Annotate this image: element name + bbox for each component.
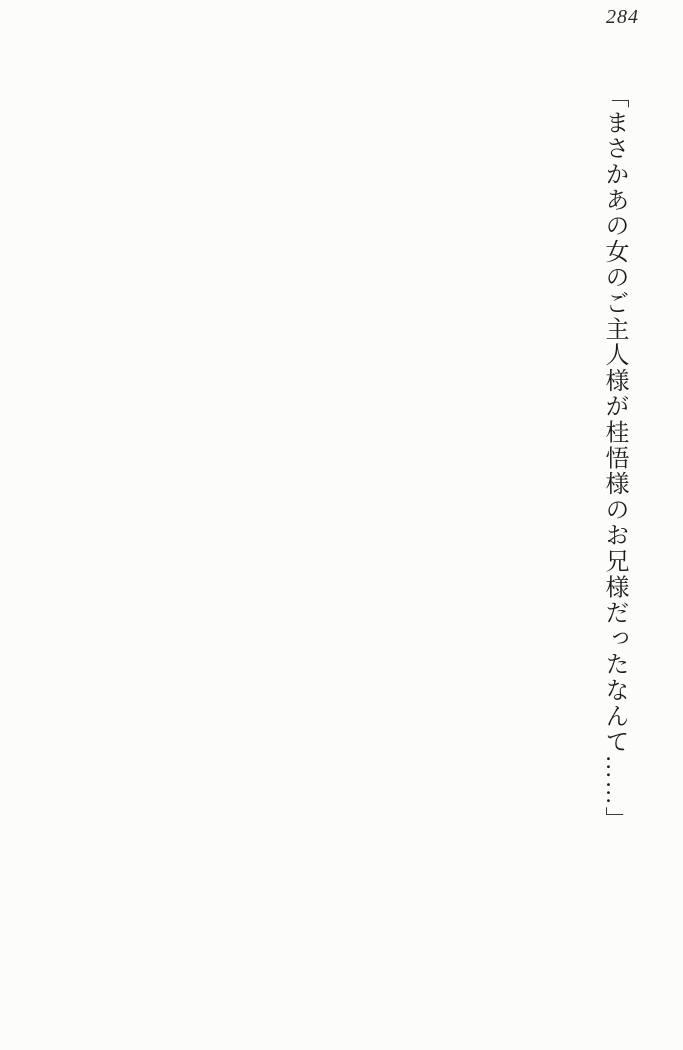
page-number: 284 xyxy=(606,6,639,28)
novel-text-block xyxy=(35,84,631,1042)
text-column: 「まさかあの女のご主人様が桂悟様のお兄様だったなんて……」 xyxy=(601,84,627,833)
